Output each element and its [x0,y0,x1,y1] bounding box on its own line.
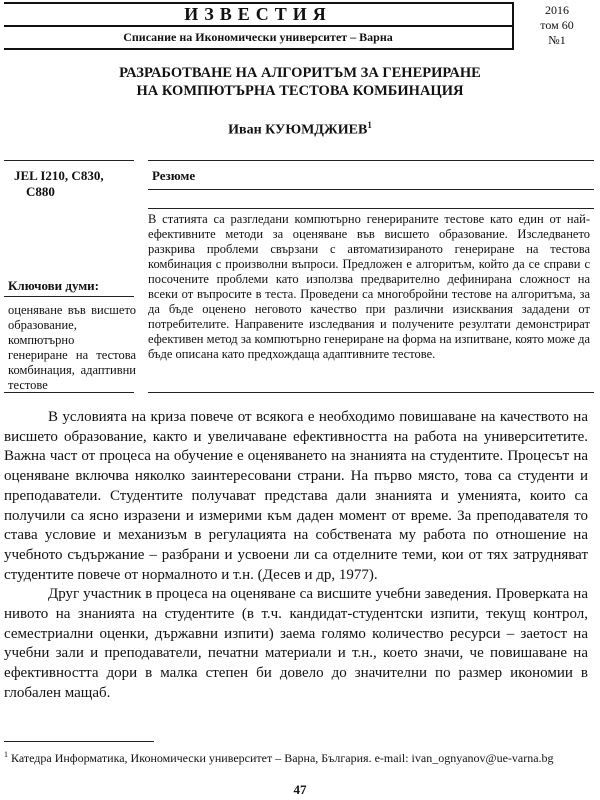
body-paragraph-1: В условията на криза повече от всякога е необходимо повишаване на качеството на висшето образование, както и увеличаване ефективността на работа на университетите. Важна част от процеса на обучение е оценяването на знанията на студентите. Процесът на оценяване включва няколко заинтересовани страни. На първо място, това са студенти и преподаватели. Студентите получават представа дали знанията и уменията, които са получили са ясно изразени и измерими към даден момент от време. За преподавателя то става условие и механизъм в регулацията на собствената му работа по отношение на учебното съдържание – разбрани и усвоени ли са отделните теми, кои от тях затрудняват студентите повече от нормалното и т.н. (Десев и др, 1977). [4,409,588,583]
keywords-label: Ключови думи: [8,278,100,293]
abstract-bottom-rule [148,392,594,393]
abstract-text: В статията са разгледани компютърно генерираните тестове като един от най-ефективните методи за оценяване във висшето образование. Изследването разкрива проблеми свързани с автоматизираното генериране на тестова комбинация с произволни въпроси. Предложен е алгоритъм, който да се справи с посочените проблеми като използва предварително дефинирана сложност на всеки от въпросите в теста. Проведени са многобройни тестове на алгоритъма, за да бъде оценено неговото качество при различни изисквания зададени от потребителите. Направените изследвания и получените резултати демонстрират ефективен метод за компютърно генериране на форма на изпитване, която може да бъде описана като предхождаща адаптивните тестове. [148,212,590,361]
footnote-separator [4,741,154,742]
footnote [4,748,588,765]
author-footnote-marker: 1 [367,120,372,130]
right-column-top-rule [148,160,594,161]
author [20,120,580,139]
jel-codes-line2: C880 [26,184,55,199]
footnote-marker: 1 [4,750,8,759]
article-title-line1: РАЗРАБОТВАНЕ НА АЛГОРИТЪМ ЗА ГЕНЕРИРАНЕ [119,65,481,81]
keywords-rule [4,296,134,297]
header-middle-rule [4,25,512,27]
journal-name: ИЗВЕСТИЯ [184,4,332,24]
author-name: Иван КУЮМДЖИЕВ [228,122,368,138]
journal-issue: №1 [548,33,566,47]
journal-subtitle: Списание на Икономически университет – Варна [123,30,393,44]
journal-volume: том 60 [540,18,574,32]
jel-codes-line1: JEL I210, C830, [14,168,104,183]
journal-year: 2016 [545,3,569,17]
article-title-line2: НА КОМПЮТЪРНА ТЕСТОВА КОМБИНАЦИЯ [136,83,464,99]
footnote-text: Катедра Информатика, Икономически университет – Варна, България. e-mail: ivan_ognyanov@ue-varna.bg [11,751,554,765]
abstract-top-rule [148,208,594,209]
left-column-bottom-rule [4,392,134,393]
header-bottom-rule [4,48,512,50]
body-text [4,408,588,704]
keywords-text: оценяване във висшето образование, компютърно генериране на тестова комбинация, адаптивни тестове [8,303,136,392]
left-column-top-rule [4,160,134,161]
abstract-label-rule [148,189,594,190]
page-number: 47 [293,782,307,797]
abstract-label: Резюме [152,168,196,183]
jel-codes [14,168,134,200]
body-paragraph-2: Друг участник в процеса на оценяване са висшите учебни заведения. Проверката на нивото на знанията на студентите (в т.ч. кандидат-студентски изпити, текущ контрол, семестриални оценки, държавни изпити) заема голямо количество ресурси – заетост на учебни зали и преподаватели, печатни материали и т.н., което значи, че повишаване на ефективността дори в малка степен би довело до значителни по размер икономии в глобален мащаб. [4,586,588,701]
article-title [20,64,580,100]
